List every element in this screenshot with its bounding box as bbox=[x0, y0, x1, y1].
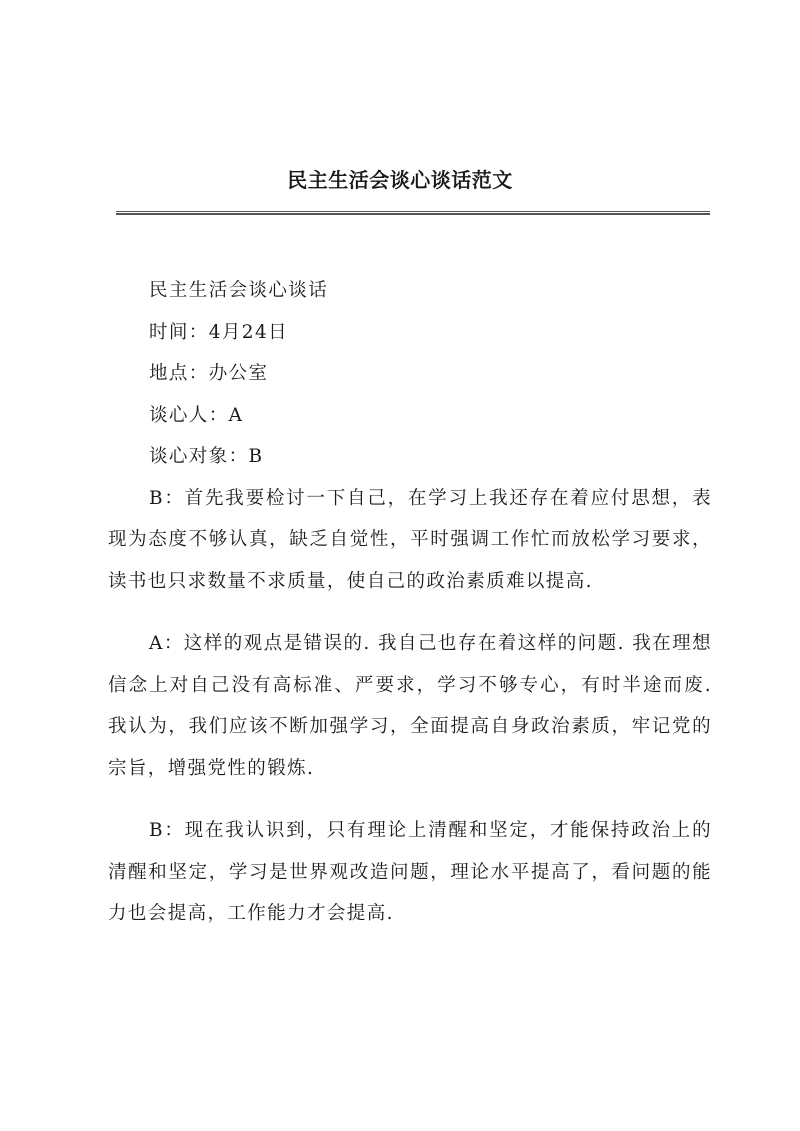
target-line: 谈心对象：B bbox=[149, 446, 264, 467]
talker-line: 谈心人：A bbox=[149, 404, 244, 426]
title-divider bbox=[116, 211, 710, 212]
document-title: 民主生活会谈心谈话范文 bbox=[287, 168, 513, 192]
subtitle-line: 民主生活会谈心谈话 bbox=[149, 280, 329, 301]
place-line: 地点：办公室 bbox=[149, 363, 269, 384]
paragraph-b-1: B：首先我要检讨一下自己，在学习上我还存在着应付思想，表现为态度不够认真，缺乏自觉性，平时强调工作忙而放松学习要求，读书也只求数量不求质量，使自己的政治素质难以提高. bbox=[108, 487, 712, 592]
title-divider-thick bbox=[116, 213, 710, 215]
paragraph-b-2: B：现在我认识到，只有理论上清醒和坚定，才能保持政治上的清醒和坚定，学习是世界观改造问题，理论水平提高了，看问题的能力也会提高，工作能力才会提高. bbox=[108, 820, 712, 924]
time-line: 时间：4月24日 bbox=[149, 321, 289, 343]
meta-block bbox=[108, 270, 712, 478]
document-body bbox=[108, 270, 712, 935]
paragraph-a-1: A：这样的观点是错误的. 我自己也存在着这样的问题. 我在理想信念上对自己没有高标准、严要求，学习不够专心，有时半途而废. 我认为，我们应该不断加强学习，全面提高自身政治素质，牢记党的宗旨，增强党性的锻炼. bbox=[108, 633, 712, 779]
